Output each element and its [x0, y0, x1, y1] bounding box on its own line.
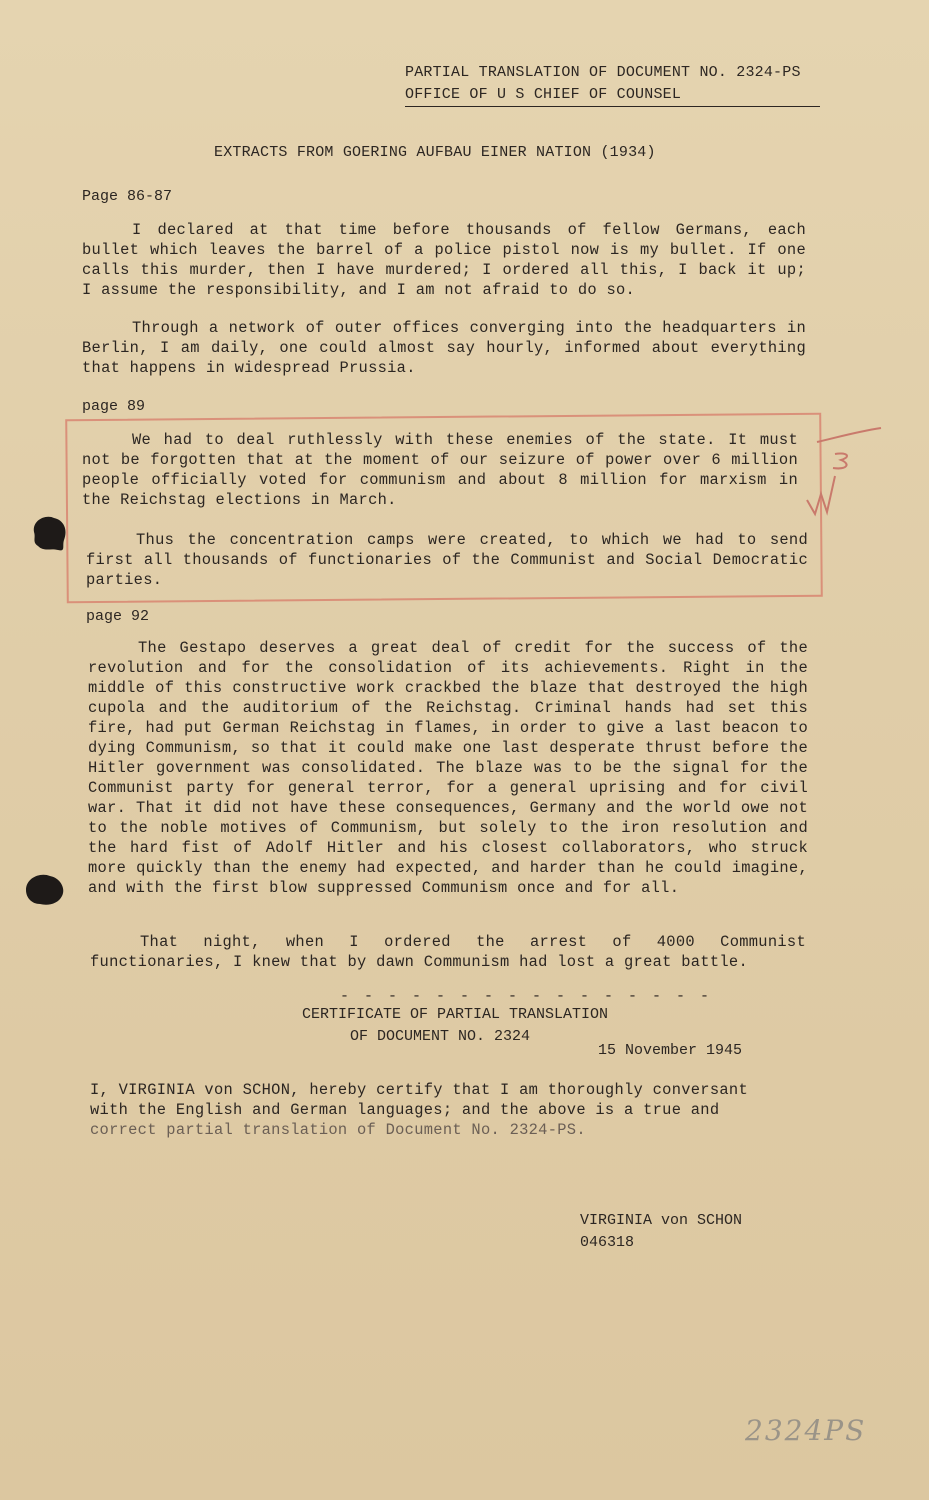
page-label-89: page 89 — [82, 398, 146, 415]
certificate-title-line-1: CERTIFICATE OF PARTIAL TRANSLATION — [302, 1006, 609, 1023]
header-line-1: PARTIAL TRANSLATION OF DOCUMENT NO. 2324-PS — [405, 64, 801, 81]
paragraph-text: I declared at that time before thousands of fellow Germans, each bullet which leaves the barrel of a police pistol now is my bullet. If one calls this murder, then I have murdered; I ordered all this, I back it up; I assume the responsibility, and I am not afraid to do so. — [82, 221, 806, 299]
certificate-date: 15 November 1945 — [598, 1042, 743, 1059]
certificate-body-faded-text: correct partial translation of Document No. 2324-PS. — [90, 1121, 586, 1139]
paragraph — [90, 932, 806, 972]
document-title: EXTRACTS FROM GOERING AUFBAU EINER NATION (1934) — [214, 144, 656, 161]
document-header — [405, 62, 820, 107]
red-pencil-mark-icon — [805, 424, 895, 524]
page-label-86-87: Page 86-87 — [82, 188, 173, 205]
paragraph-text: We had to deal ruthlessly with these enemies of the state. It must not be forgotten that at the moment of our seizure of power over 6 million people officially voted for communism and about 8 million for marxism in the Reichstag elections in March. — [82, 431, 798, 509]
certificate-title — [302, 1004, 608, 1048]
handwritten-note: 2324PS — [745, 1414, 867, 1447]
separator-dashes: - - - - - - - - - - - - - - - - — [340, 988, 713, 1005]
paragraph — [82, 220, 806, 300]
signature-number: 046318 — [580, 1234, 635, 1251]
paragraph-text: Thus the concentration camps were created, to which we had to send first all thousands of functionaries of the Communist and Social Democratic parties. — [86, 531, 808, 589]
certificate-title-line-2: OF DOCUMENT NO. 2324 — [350, 1028, 531, 1045]
paragraph-text: Through a network of outer offices converging into the headquarters in Berlin, I am daily, one could almost say hourly, informed about everything that happens in widespread Prussia. — [82, 319, 806, 377]
paragraph — [82, 430, 798, 510]
paragraph — [82, 318, 806, 378]
binder-hole-blot-icon — [22, 868, 68, 910]
paragraph-text: The Gestapo deserves a great deal of credit for the success of the revolution and for the consolidation of its achievements. Right in the middle of this constructive work crackbed the blaze that destroyed the high cupola and the auditorium of the Reichstag. Criminal hands had set this fire, had put German Reichstag in flames, in order to give a last beacon to dying Communism, so that it could make one last desperate thrust before the Hitler government was consolidated. The blaze was to be the signal for the Communist party for general terror, for a general uprising and for civil war. That it did not have these consequences, Germany and the world owe not to the noble motives of Communism, but solely to the iron resolution and the hard fist of Adolf Hitler and his closest collaborators, who struck more quickly than the enemy had expected, and harder than he could imagine, and with the first blow suppressed Communism once and for all. — [88, 639, 808, 897]
paragraph — [88, 638, 808, 898]
certificate-body — [90, 1080, 755, 1140]
certificate-body-text: I, VIRGINIA von SCHON, hereby certify that I am thoroughly conversant with the English and German languages; and the above is a true and — [90, 1081, 748, 1119]
page-label-92: page 92 — [86, 608, 150, 625]
header-line-2: OFFICE OF U S CHIEF OF COUNSEL — [405, 84, 820, 107]
signature-name: VIRGINIA von SCHON — [580, 1212, 743, 1229]
binder-hole-blot-icon — [28, 512, 72, 554]
paragraph-text: That night, when I ordered the arrest of 4000 Communist functionaries, I knew that by dawn Communism had lost a great battle. — [90, 933, 806, 971]
signature-block — [580, 1210, 742, 1254]
paragraph — [86, 530, 808, 590]
